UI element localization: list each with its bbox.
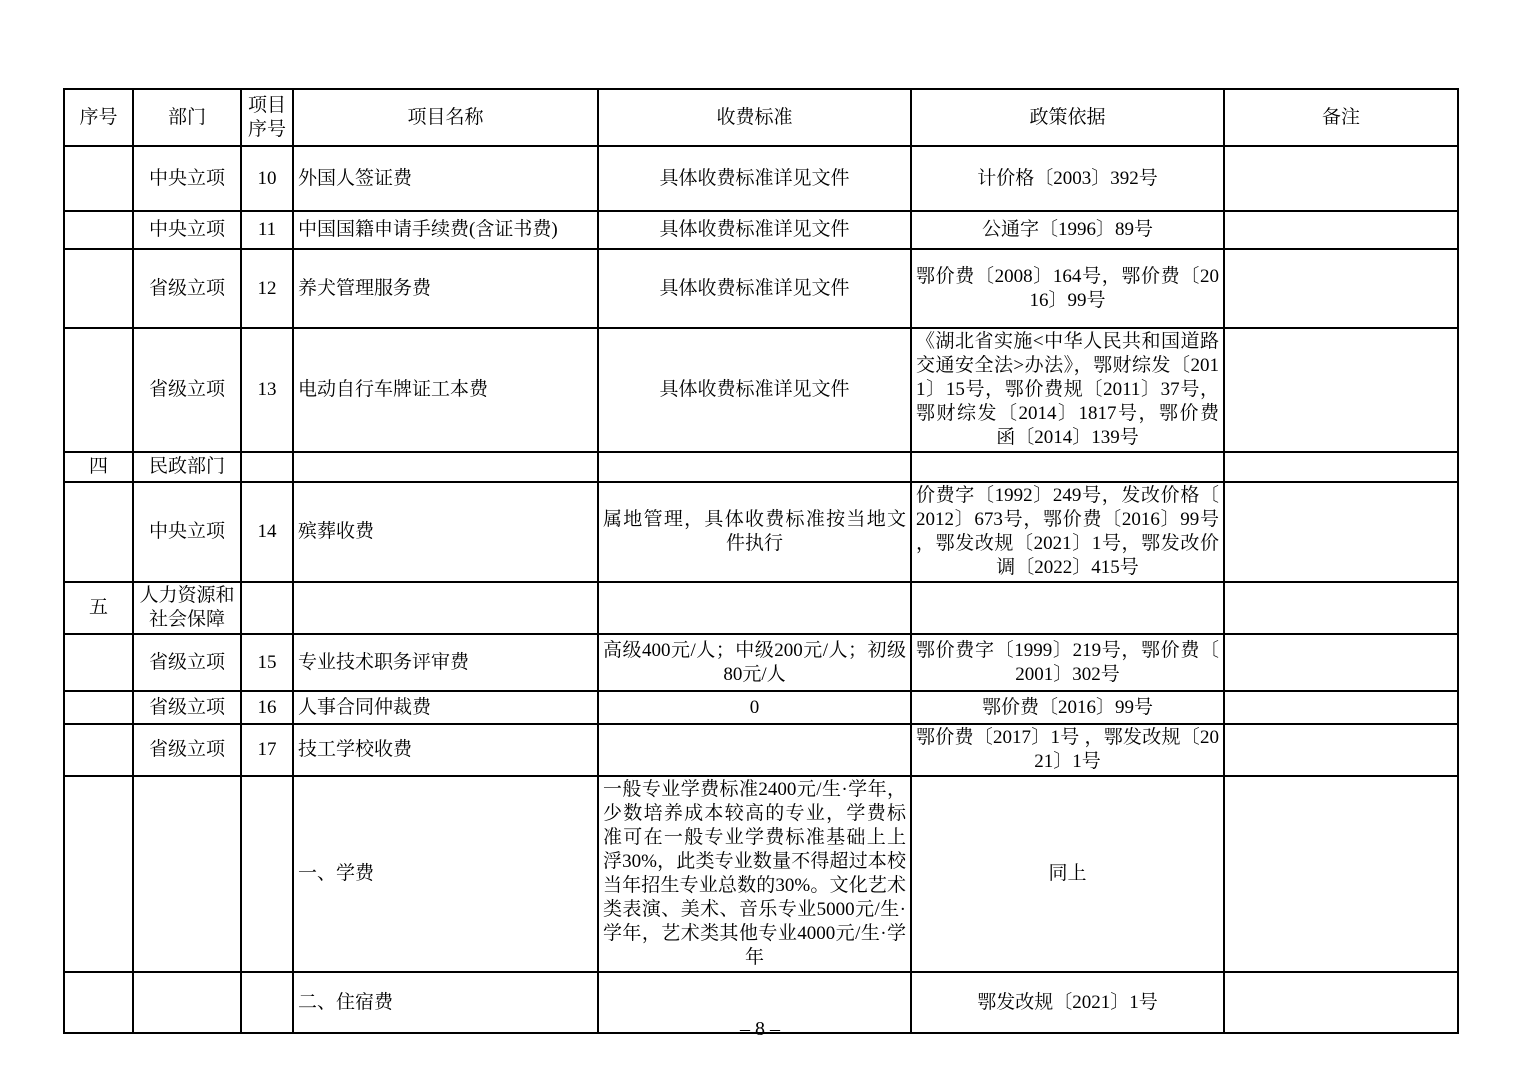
table-row bbox=[64, 328, 1458, 452]
table-cell bbox=[911, 452, 1224, 482]
table-cell bbox=[241, 776, 293, 972]
table-cell: 二、住宿费 bbox=[293, 972, 598, 1033]
table-cell: 殡葬收费 bbox=[293, 482, 598, 582]
table-cell: 人力资源和社会保障 bbox=[133, 582, 241, 634]
table-cell: 专业技术职务评审费 bbox=[293, 634, 598, 691]
table-cell: 省级立项 bbox=[133, 691, 241, 724]
table-row bbox=[64, 776, 1458, 972]
table-row bbox=[64, 249, 1458, 328]
table-row bbox=[64, 452, 1458, 482]
table-cell bbox=[1224, 452, 1458, 482]
table-cell: 外国人签证费 bbox=[293, 146, 598, 211]
table-cell: 12 bbox=[241, 249, 293, 328]
table-cell bbox=[64, 482, 133, 582]
table-cell bbox=[1224, 249, 1458, 328]
table-cell: 鄂价费〔2008〕164号，鄂价费〔2016〕99号 bbox=[911, 249, 1224, 328]
table-cell: 省级立项 bbox=[133, 724, 241, 776]
table-cell: 0 bbox=[598, 691, 911, 724]
table-body bbox=[64, 146, 1458, 1033]
table-cell: 鄂发改规〔2021〕1号 bbox=[911, 972, 1224, 1033]
table-cell bbox=[598, 452, 911, 482]
table-cell bbox=[64, 634, 133, 691]
table-cell: 13 bbox=[241, 328, 293, 452]
table-cell: 计价格〔2003〕392号 bbox=[911, 146, 1224, 211]
table-cell: 技工学校收费 bbox=[293, 724, 598, 776]
table-cell: 电动自行车牌证工本费 bbox=[293, 328, 598, 452]
table-cell: 具体收费标准详见文件 bbox=[598, 146, 911, 211]
table-cell: 具体收费标准详见文件 bbox=[598, 249, 911, 328]
table-cell bbox=[241, 452, 293, 482]
table-cell bbox=[64, 776, 133, 972]
table-cell: 15 bbox=[241, 634, 293, 691]
table-cell: 一般专业学费标准2400元/生·学年，少数培养成本较高的专业，学费标准可在一般专业学费标准基础上上浮30%，此类专业数量不得超过本校当年招生专业总数的30%。文化艺术类表演、美术、音乐专业5000元/生·学年，艺术类其他专业4000元/生·学年 bbox=[598, 776, 911, 972]
table-cell: 人事合同仲裁费 bbox=[293, 691, 598, 724]
fee-table bbox=[63, 88, 1459, 1034]
column-header: 项目序号 bbox=[241, 89, 293, 146]
table-cell: 鄂价费〔2016〕99号 bbox=[911, 691, 1224, 724]
table-row bbox=[64, 146, 1458, 211]
table-cell bbox=[64, 146, 133, 211]
table-cell bbox=[1224, 582, 1458, 634]
table-cell bbox=[1224, 328, 1458, 452]
table-cell bbox=[64, 211, 133, 249]
column-header: 备注 bbox=[1224, 89, 1458, 146]
table-cell: 中国国籍申请手续费(含证书费) bbox=[293, 211, 598, 249]
table-cell: 11 bbox=[241, 211, 293, 249]
table-header bbox=[64, 89, 1458, 146]
table-cell: 省级立项 bbox=[133, 328, 241, 452]
table-cell: 具体收费标准详见文件 bbox=[598, 328, 911, 452]
table-cell bbox=[598, 724, 911, 776]
table-cell bbox=[293, 582, 598, 634]
table-cell bbox=[64, 328, 133, 452]
table-cell: 具体收费标准详见文件 bbox=[598, 211, 911, 249]
table-row bbox=[64, 634, 1458, 691]
table-cell: 五 bbox=[64, 582, 133, 634]
table-row bbox=[64, 482, 1458, 582]
table-cell bbox=[1224, 634, 1458, 691]
column-header: 部门 bbox=[133, 89, 241, 146]
table-cell bbox=[911, 582, 1224, 634]
table-cell: 民政部门 bbox=[133, 452, 241, 482]
table-cell: 《湖北省实施<中华人民共和国道路交通安全法>办法》，鄂财综发〔2011〕15号，鄂价费规〔2011〕37号，鄂财综发〔2014〕1817号，鄂价费函〔2014〕139号 bbox=[911, 328, 1224, 452]
table-cell: 省级立项 bbox=[133, 634, 241, 691]
column-header: 收费标准 bbox=[598, 89, 911, 146]
table-cell: 四 bbox=[64, 452, 133, 482]
table-cell bbox=[64, 249, 133, 328]
page-number: – 8 – bbox=[740, 1018, 780, 1040]
table-cell bbox=[1224, 691, 1458, 724]
table-cell: 中央立项 bbox=[133, 482, 241, 582]
table-cell: 价费字〔1992〕249号，发改价格〔2012〕673号，鄂价费〔2016〕99号，鄂发改规〔2021〕1号，鄂发改价调〔2022〕415号 bbox=[911, 482, 1224, 582]
table-cell bbox=[1224, 146, 1458, 211]
table-cell: 省级立项 bbox=[133, 249, 241, 328]
column-header: 政策依据 bbox=[911, 89, 1224, 146]
table-cell bbox=[1224, 724, 1458, 776]
table-cell bbox=[1224, 211, 1458, 249]
table-cell bbox=[293, 452, 598, 482]
table-cell: 14 bbox=[241, 482, 293, 582]
table-cell: 鄂价费字〔1999〕219号，鄂价费〔2001〕302号 bbox=[911, 634, 1224, 691]
table-cell: 高级400元/人；中级200元/人；初级80元/人 bbox=[598, 634, 911, 691]
table-cell: 16 bbox=[241, 691, 293, 724]
table-cell bbox=[1224, 482, 1458, 582]
column-header: 项目名称 bbox=[293, 89, 598, 146]
table-cell bbox=[133, 776, 241, 972]
table-cell: 属地管理，具体收费标准按当地文件执行 bbox=[598, 482, 911, 582]
table-cell bbox=[64, 724, 133, 776]
table-cell: 10 bbox=[241, 146, 293, 211]
table-cell: 一、学费 bbox=[293, 776, 598, 972]
table-row bbox=[64, 724, 1458, 776]
column-header: 序号 bbox=[64, 89, 133, 146]
table-cell bbox=[598, 582, 911, 634]
table-cell: 中央立项 bbox=[133, 146, 241, 211]
table-cell: 同上 bbox=[911, 776, 1224, 972]
table-cell: 鄂价费〔2017〕1号 ，鄂发改规〔2021〕1号 bbox=[911, 724, 1224, 776]
table-cell: 中央立项 bbox=[133, 211, 241, 249]
table-row bbox=[64, 691, 1458, 724]
table-row bbox=[64, 211, 1458, 249]
table-row bbox=[64, 582, 1458, 634]
table-cell: 17 bbox=[241, 724, 293, 776]
table-cell: 公通字〔1996〕89号 bbox=[911, 211, 1224, 249]
header-row bbox=[64, 89, 1458, 146]
table-cell bbox=[64, 691, 133, 724]
table-cell bbox=[1224, 776, 1458, 972]
table-cell: 养犬管理服务费 bbox=[293, 249, 598, 328]
table-cell bbox=[241, 582, 293, 634]
